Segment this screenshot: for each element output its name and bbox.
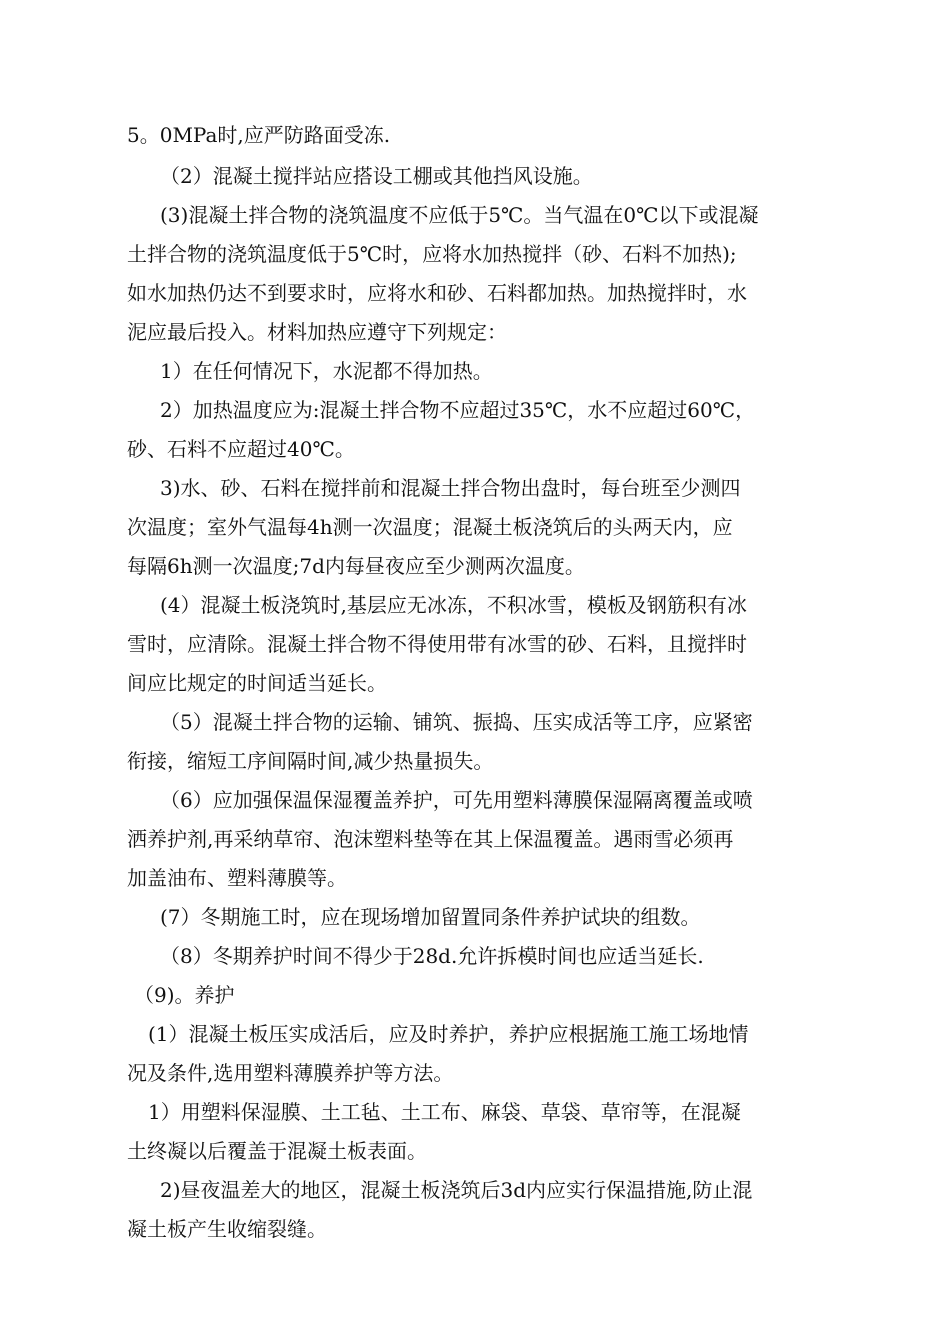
text-line: [0, 819, 950, 859]
text-line: [0, 1053, 950, 1093]
line-text: 2)昼夜温差大的地区，混凝土板浇筑后3d内应实行保温措施,防止混: [160, 1178, 753, 1202]
line-text: 如水加热仍达不到要求时，应将水和砂、石料都加热。加热搅拌时，水: [127, 281, 747, 305]
text-line: [0, 468, 950, 508]
line-text: 加盖油布、塑料薄膜等。: [127, 866, 347, 890]
line-text: 间应比规定的时间适当延长。: [127, 671, 387, 695]
line-text: 1）用塑料保湿膜、土工毡、土工布、麻袋、草袋、草帘等，在混凝: [148, 1100, 741, 1124]
line-text: 洒养护剂,再采纳草帘、泡沫塑料垫等在其上保温覆盖。遇雨雪必须再: [127, 827, 734, 851]
text-line: [0, 858, 950, 898]
line-text: （8）冬期养护时间不得少于28d.允许拆模时间也应适当延长.: [160, 944, 704, 968]
text-line: [0, 702, 950, 742]
text-line: [0, 741, 950, 781]
line-text: （9)。养护: [134, 983, 235, 1007]
text-line: [0, 624, 950, 664]
text-line: [0, 936, 950, 976]
text-line: [0, 1131, 950, 1171]
line-text: 砂、石料不应超过40℃。: [127, 437, 355, 461]
text-line: [0, 273, 950, 313]
text-line: [0, 897, 950, 937]
text-line: [0, 195, 950, 235]
text-line: [0, 234, 950, 274]
text-line: [0, 975, 950, 1015]
line-text: （2）混凝土搅拌站应搭设工棚或其他挡风设施。: [160, 164, 593, 188]
line-text: 1）在任何情况下，水泥都不得加热。: [160, 359, 493, 383]
text-line: [0, 1092, 950, 1132]
line-text: 3)水、砂、石料在搅拌前和混凝土拌合物出盘时，每台班至少测四: [160, 476, 741, 500]
text-line: [0, 312, 950, 352]
text-line: [0, 546, 950, 586]
line-text: 雪时，应清除。混凝土拌合物不得使用带有冰雪的砂、石料，且搅拌时: [127, 632, 747, 656]
line-text: 每隔6h测一次温度;7d内每昼夜应至少测两次温度。: [127, 554, 585, 578]
text-line: [0, 780, 950, 820]
line-text: (3)混凝土拌合物的浇筑温度不应低于5℃。当气温在0℃以下或混凝: [160, 203, 759, 227]
line-text: （5）混凝土拌合物的运输、铺筑、振捣、压实成活等工序，应紧密: [160, 710, 753, 734]
text-line: [0, 1209, 950, 1249]
line-text: 2）加热温度应为:混凝土拌合物不应超过35℃，水不应超过60℃，: [160, 398, 756, 422]
line-text: 次温度；室外气温每4h测一次温度；混凝土板浇筑后的头两天内，应: [127, 515, 733, 539]
line-text: (4）混凝土板浇筑时,基层应无冰冻，不积冰雪，模板及钢筋积有冰: [160, 593, 747, 617]
text-line: [0, 351, 950, 391]
line-text: 况及条件,选用塑料薄膜养护等方法。: [127, 1061, 454, 1085]
line-text: 泥应最后投入。材料加热应遵守下列规定：: [127, 320, 507, 344]
text-line: [0, 429, 950, 469]
line-text: （6）应加强保温保湿覆盖养护，可先用塑料薄膜保湿隔离覆盖或喷: [160, 788, 753, 812]
line-text: 土拌合物的浇筑温度低于5℃时，应将水加热搅拌（砂、石料不加热);: [127, 242, 737, 266]
line-text: 衔接，缩短工序间隔时间,减少热量损失。: [127, 749, 494, 773]
line-text: 5。0MPa时,应严防路面受冻.: [127, 123, 391, 147]
line-text: (7）冬期施工时，应在现场增加留置同条件养护试块的组数。: [160, 905, 701, 929]
line-text: (1）混凝土板压实成活后，应及时养护，养护应根据施工施工场地情: [148, 1022, 749, 1046]
text-line: [0, 585, 950, 625]
text-line: [0, 115, 950, 155]
line-text: 凝土板产生收缩裂缝。: [127, 1217, 327, 1241]
text-line: [0, 1014, 950, 1054]
text-line: [0, 156, 950, 196]
text-line: [0, 1170, 950, 1210]
text-line: [0, 663, 950, 703]
text-line: [0, 507, 950, 547]
line-text: 土终凝以后覆盖于混凝土板表面。: [127, 1139, 427, 1163]
text-line: [0, 390, 950, 430]
